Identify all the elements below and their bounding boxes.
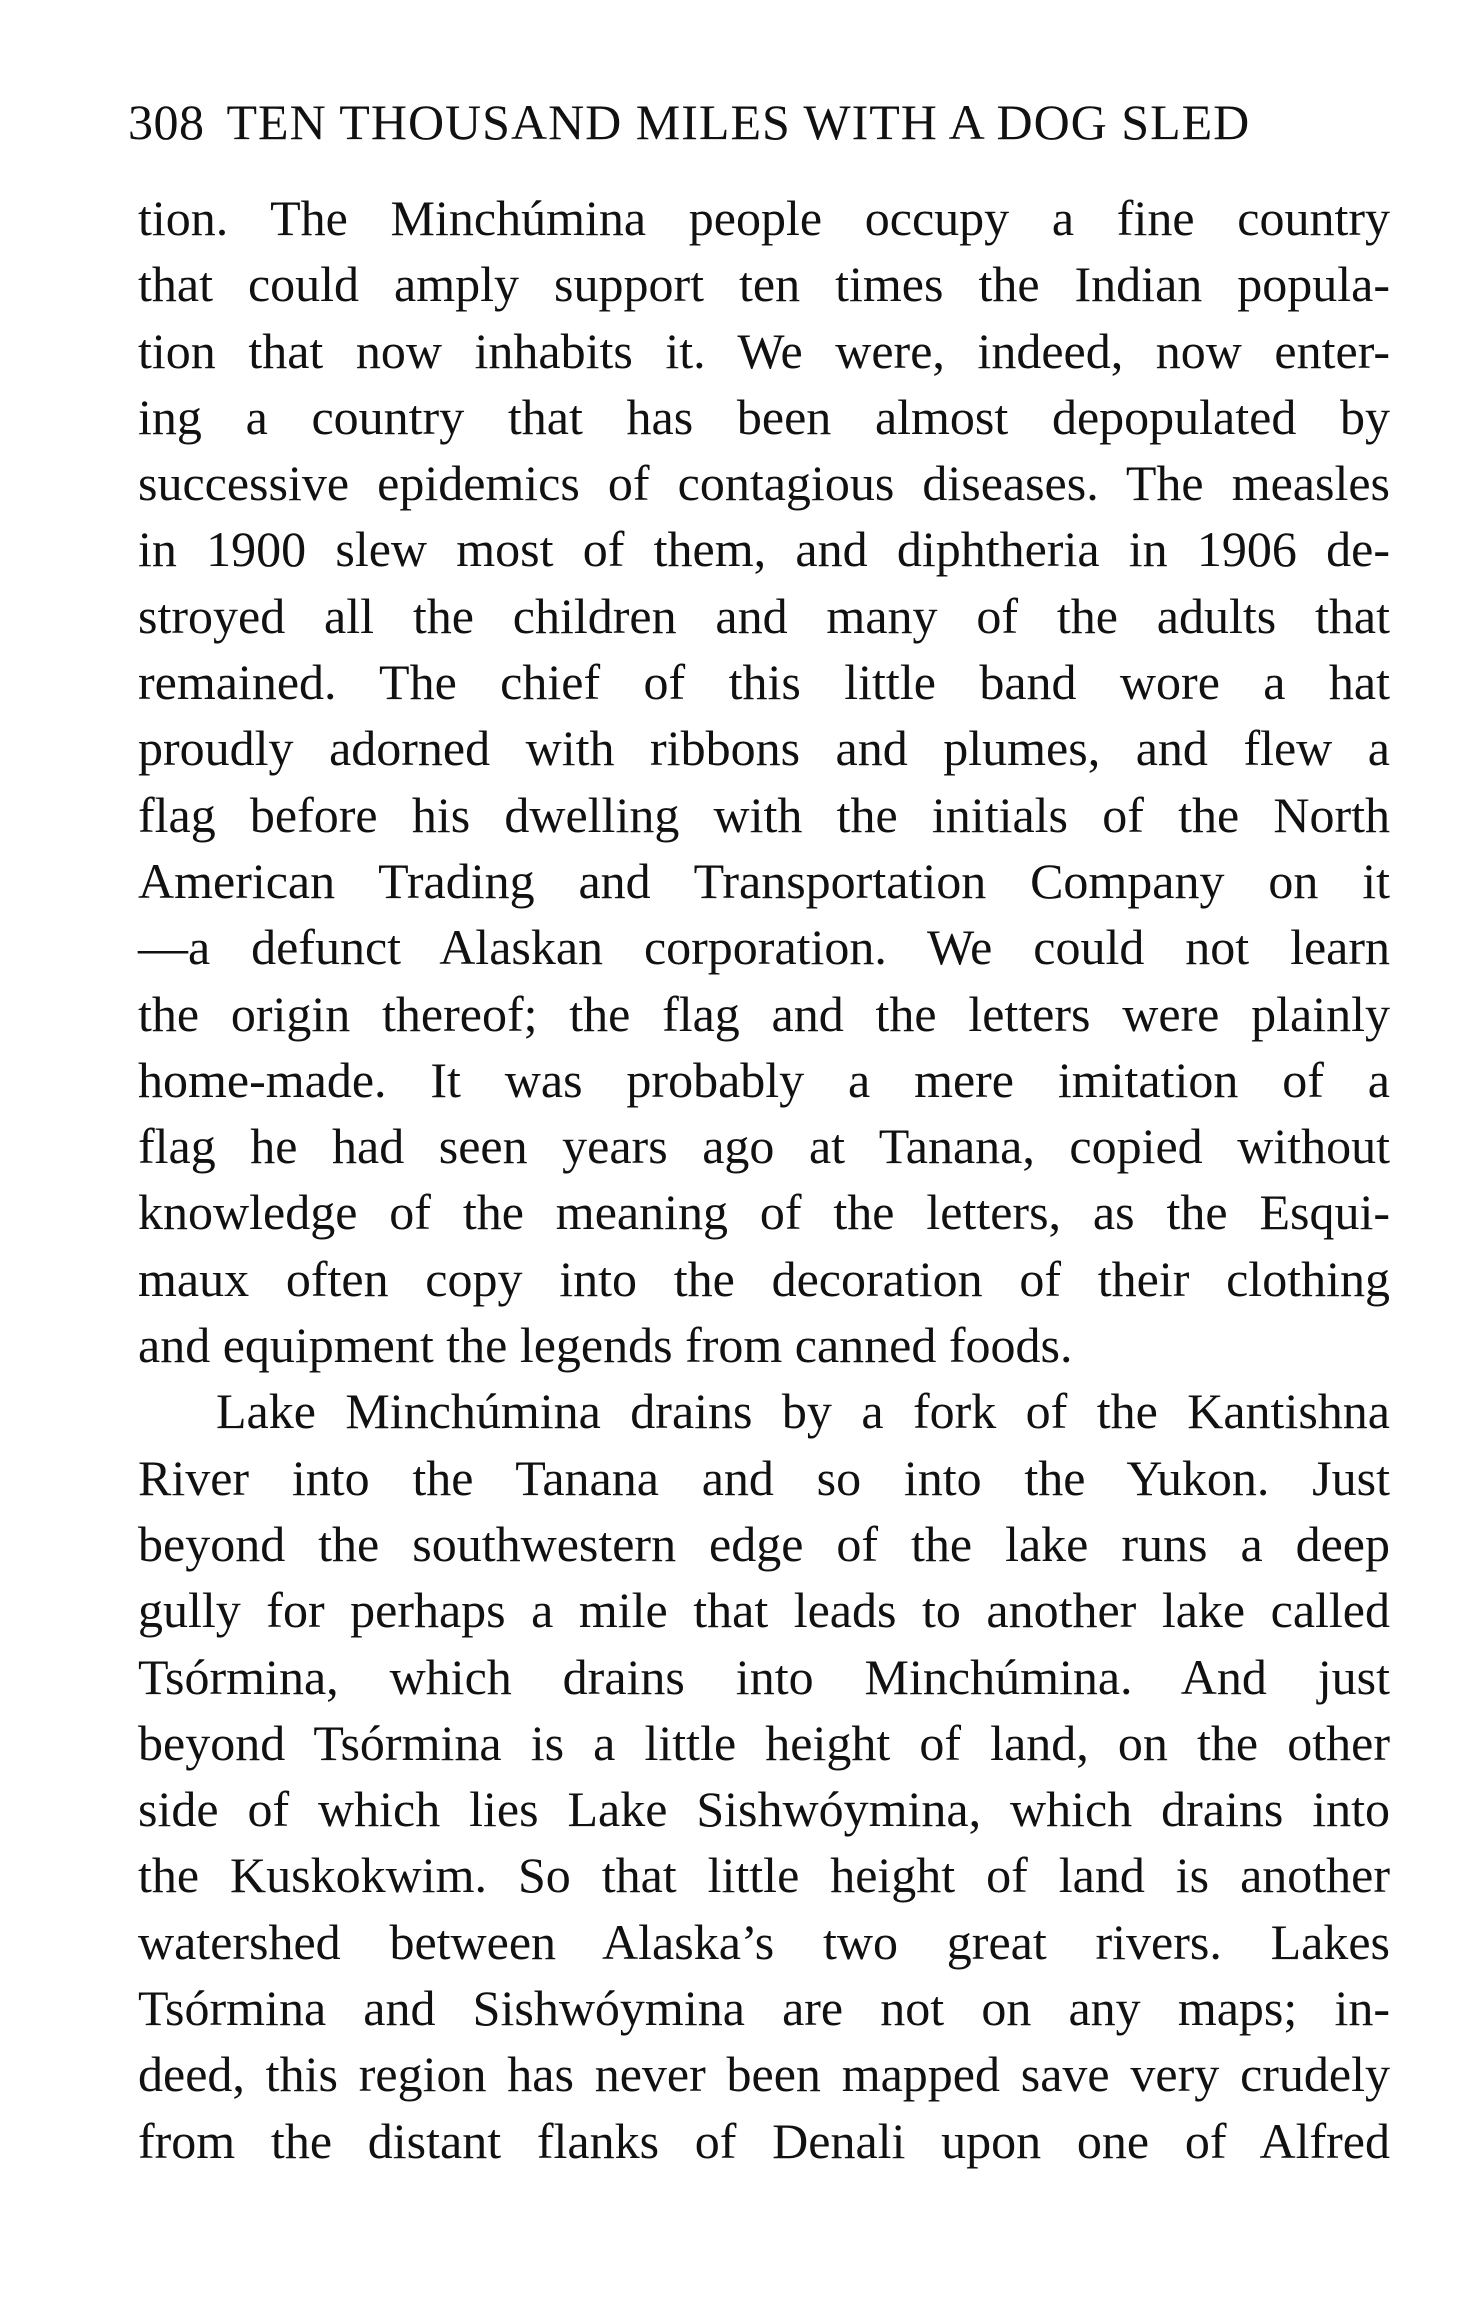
text-line: American Trading and Transportation Company on it [138, 852, 1390, 909]
body-text [138, 185, 1390, 2174]
text-line: gully for perhaps a mile that leads to another lake called [138, 1582, 1390, 1639]
running-head [128, 92, 1388, 152]
text-line: remained. The chief of this little band wore a hat [138, 654, 1390, 711]
text-line: tion. The Minchúmina people occupy a fine country [138, 190, 1390, 246]
text-line: beyond Tsórmina is a little height of land, on the other [138, 1714, 1390, 1771]
text-line: that could amply support ten times the Indian popula- [138, 256, 1390, 313]
text-line: watershed between Alaska’s two great rivers. Lakes [138, 1913, 1390, 1970]
text-line: proudly adorned with ribbons and plumes, and flew a [138, 720, 1390, 777]
text-line: knowledge of the meaning of the letters, as the Esqui- [138, 1184, 1390, 1241]
text-line: deed, this region has never been mapped save very crudely [138, 2046, 1390, 2103]
text-line: beyond the southwestern edge of the lake runs a deep [138, 1515, 1390, 1572]
text-line: side of which lies Lake Sishwóymina, which drains into [138, 1781, 1390, 1838]
text-line: tion that now inhabits it. We were, indeed, now enter- [138, 322, 1390, 379]
text-line: River into the Tanana and so into the Yukon. Just [138, 1449, 1390, 1506]
paragraph-2 [138, 1378, 1390, 2174]
page-number: 308 [128, 94, 205, 150]
text-line: in 1900 slew most of them, and diphtheria in 1906 de- [138, 521, 1390, 578]
text-line: successive epidemics of contagious diseases. The measles [138, 455, 1390, 512]
text-line: Tsórmina and Sishwóymina are not on any maps; in- [138, 1980, 1390, 2037]
text-line: the origin thereof; the flag and the letters were plainly [138, 985, 1390, 1042]
text-line: home-made. It was probably a mere imitation of a [138, 1051, 1390, 1108]
paragraph-1 [138, 185, 1390, 1378]
text-line: the Kuskokwim. So that little height of land is another [138, 1847, 1390, 1904]
text-line: maux often copy into the decoration of their clothing [138, 1250, 1390, 1307]
text-line: ing a country that has been almost depopulated by [138, 388, 1390, 445]
text-line-paragraph-end: and equipment the legends from canned foods. [138, 1317, 1073, 1374]
text-line: stroyed all the children and many of the adults that [138, 587, 1390, 644]
text-line: Tsórmina, which drains into Minchúmina. And just [138, 1648, 1390, 1705]
text-line: flag before his dwelling with the initials of the North [138, 786, 1390, 843]
text-line: flag he had seen years ago at Tanana, copied without [138, 1118, 1390, 1175]
running-title: TEN THOUSAND MILES WITH A DOG SLED [226, 94, 1251, 150]
text-line: —a defunct Alaskan corporation. We could not learn [138, 919, 1390, 976]
text-line: from the distant flanks of Denali upon one of Alfred [138, 2112, 1390, 2169]
text-line-indented: Lake Minchúmina drains by a fork of the Kantishna [216, 1383, 1390, 1440]
